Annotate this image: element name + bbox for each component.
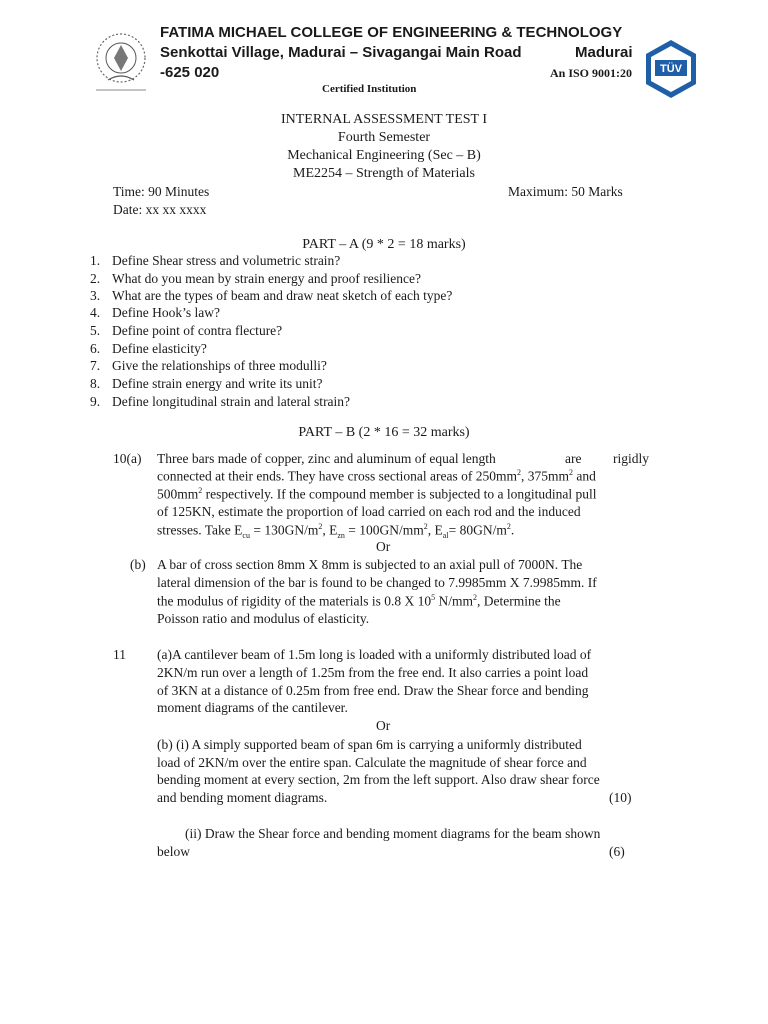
question-number: 8. <box>90 376 101 391</box>
or-separator: Or <box>376 539 391 554</box>
q11a-line-1: (a)A cantilever beam of 1.5m long is loaded with a uniformly distributed load of <box>157 647 592 662</box>
q10a-line-2: connected at their ends. They have cross sectional areas of $250mm^2$, $375mm^2$ and <box>157 468 596 484</box>
tuv-seal-icon <box>640 38 702 100</box>
question-text: What do you mean by strain energy and proof resilience? <box>112 271 422 286</box>
college-emblem-icon <box>88 28 154 94</box>
q10a-word-rigidly: rigidly <box>613 451 649 466</box>
q11b-line-1: (b) (i) A simply supported beam of span 6m is carrying a uniformly distributed <box>157 737 582 752</box>
question-text: Define point of contra flecture? <box>112 323 283 338</box>
q11a-line-2: 2KN/m run over a length of 1.25m from the free end. It also carries a point load <box>157 665 589 680</box>
question-number: 2. <box>90 271 101 286</box>
question-number: 4. <box>90 305 101 320</box>
q11-label: 11 <box>113 647 126 662</box>
list-item <box>90 253 340 269</box>
question-number: 1. <box>90 253 101 268</box>
question-text: What are the types of beam and draw neat sketch of each type? <box>112 288 453 303</box>
q11b-ii-line-2: below <box>157 844 190 859</box>
question-number: 3. <box>90 288 101 303</box>
college-city: Madurai <box>575 44 633 61</box>
question-text: Define Hook’s law? <box>112 305 220 320</box>
question-text: Define longitudinal strain and lateral strain? <box>112 394 351 409</box>
svg-text:TÜV: TÜV <box>660 63 682 75</box>
or-separator-2: Or <box>376 718 391 733</box>
list-item <box>90 341 207 357</box>
question-text: Define Shear stress and volumetric strain? <box>112 253 341 268</box>
part-a-heading: PART – A (9 * 2 = 18 marks) <box>302 237 466 252</box>
q10b-label: (b) <box>130 557 146 572</box>
question-number: 5. <box>90 323 101 338</box>
date-label: Date: xx xx xxxx <box>113 202 207 217</box>
part-b-heading: PART – B (2 * 16 = 32 marks) <box>298 425 470 440</box>
question-text: Define elasticity? <box>112 341 207 356</box>
q10a-line-4: of 125KN, estimate the proportion of load carried on each rod and the induced <box>157 504 581 519</box>
q10a-line-3: $500mm^2$ respectively. If the compound member is subjected to a longitudinal pull <box>157 486 597 502</box>
max-marks-label: Maximum: 50 Marks <box>508 184 623 199</box>
list-item <box>90 323 282 339</box>
q11b-line-4: and bending moment diagrams. <box>157 790 328 805</box>
list-item <box>90 288 452 304</box>
list-item <box>90 271 421 287</box>
subject: ME2254 – Strength of Materials <box>293 166 475 181</box>
iso-label: An ISO 9001:20 <box>550 66 633 80</box>
q11b-marks-6: (6) <box>609 844 625 859</box>
q11b-marks-10: (10) <box>609 790 632 805</box>
q10b-line-1: A bar of cross section 8mm X 8mm is subjected to an axial pull of 7000N. The <box>157 557 583 572</box>
semester: Fourth Semester <box>337 130 431 145</box>
department: Mechanical Engineering (Sec – B) <box>287 148 481 163</box>
question-text: Give the relationships of three modulli? <box>112 358 327 373</box>
question-number: 6. <box>90 341 101 356</box>
q11b-ii-line-1: (ii) Draw the Shear force and bending moment diagrams for the beam shown <box>185 826 601 841</box>
list-item <box>90 394 350 410</box>
q10b-line-4: Poisson ratio and modulus of elasticity. <box>157 611 370 626</box>
time-label: Time: 90 Minutes <box>113 184 210 199</box>
list-item <box>90 305 220 321</box>
certified-label: Certified Institution <box>322 83 417 95</box>
question-number: 9. <box>90 394 101 409</box>
q11b-line-3: bending moment at every section, 2m from the left support. Also draw shear force <box>157 772 600 787</box>
q10a-label: 10(a) <box>113 451 142 466</box>
q10b-line-2: lateral dimension of the bar is found to be changed to 7.9985mm X 7.9985mm. If <box>157 575 597 590</box>
college-pin: -625 020 <box>160 64 220 81</box>
question-text: Define strain energy and write its unit? <box>112 376 323 391</box>
list-item <box>90 376 322 392</box>
q11a-line-4: moment diagrams of the cantilever. <box>157 700 348 715</box>
test-title: INTERNAL ASSESSMENT TEST I <box>280 112 487 127</box>
q10a-line-5: stresses. Take $E_{cu} = 130GN/m^2$, $E_{zn} = 100GN/mm^2$, $E_{al}= 80GN/m^2$. <box>157 522 515 541</box>
question-number: 7. <box>90 358 101 373</box>
college-name: FATIMA MICHAEL COLLEGE OF ENGINEERING & TECHNOLOGY <box>160 24 623 41</box>
q11b-line-2: load of 2KN/m over the entire span. Calculate the magnitude of shear force and <box>157 755 587 770</box>
q10b-line-3: the modulus of rigidity of the materials is 0.8 X $10^5$ $N/mm^2$, Determine the <box>157 593 561 609</box>
college-address: Senkottai Village, Madurai – Sivagangai Main Road <box>160 44 522 61</box>
q10a-line-1: Three bars made of copper, zinc and aluminum of equal length <box>157 451 496 466</box>
q11a-line-3: of 3KN at a distance of 0.25m from free end. Draw the Shear force and bending <box>157 683 589 698</box>
list-item <box>90 358 327 374</box>
q10a-word-are: are <box>565 451 582 466</box>
